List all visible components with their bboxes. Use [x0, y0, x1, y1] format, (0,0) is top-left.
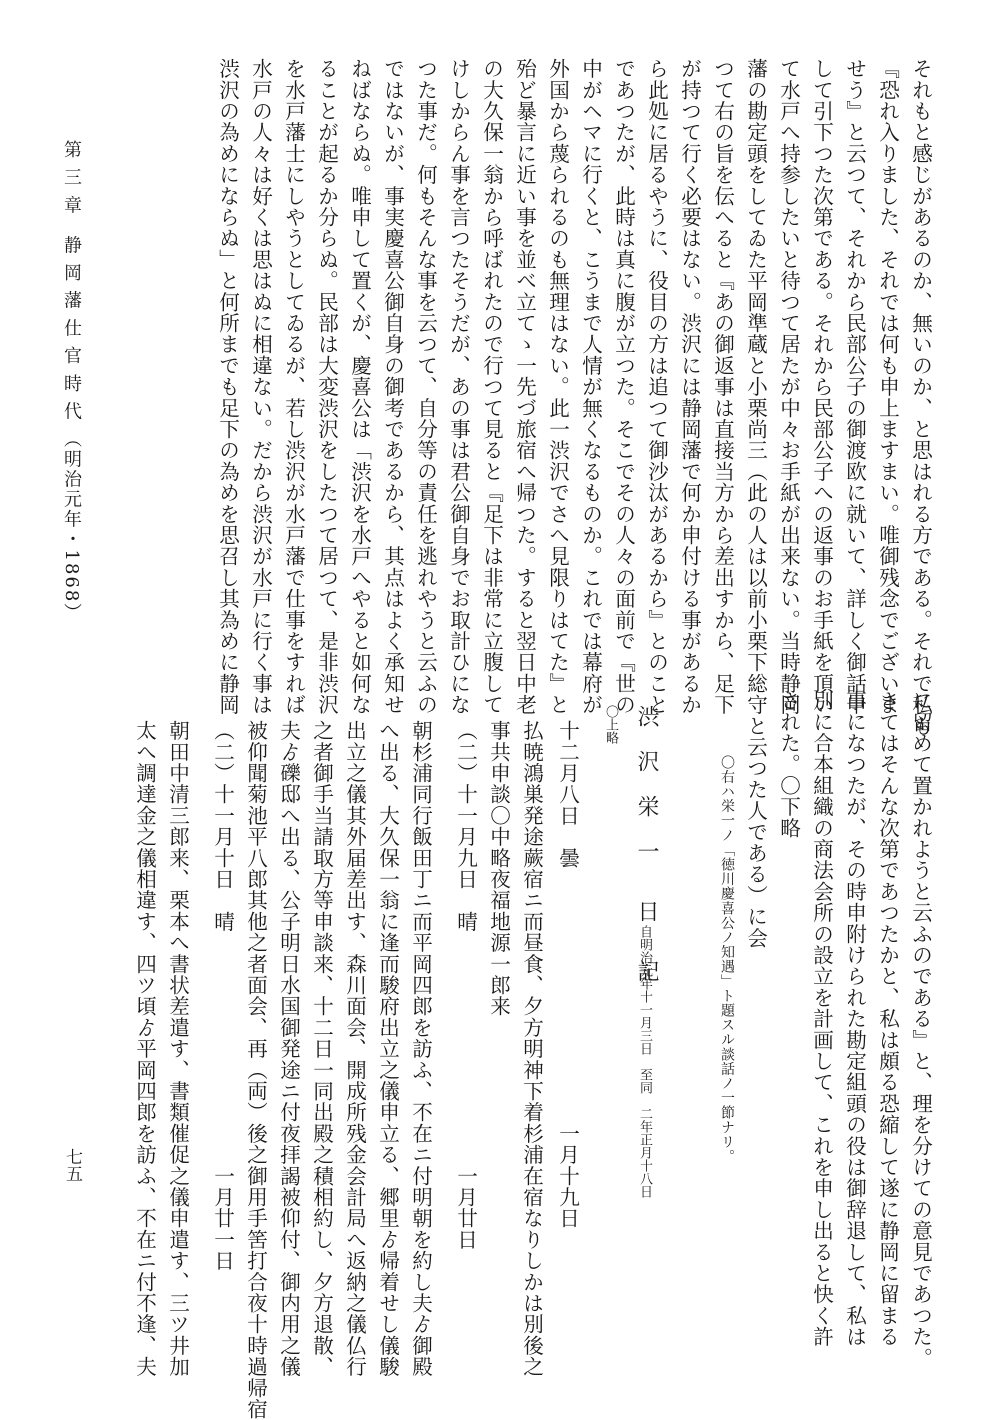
- diary-text-column: 太へ調達金之儀相違す、四ツ頃ゟ平岡四郎を訪ふ、不在ニ付不逢、夫: [132, 720, 157, 1378]
- text-column: 別に合本組織の商法会所の設立を計画して、これを申し出ると快く許: [809, 690, 834, 1348]
- diary-date-line: 十二月八日 曇 一月十九日: [555, 720, 580, 1229]
- diary-text-column: 被仰聞菊池平八郎其他之者面会、再（両）後之御用手筈打合夜十時過帰宿: [243, 720, 268, 1420]
- text-column: された。〇下略: [776, 690, 801, 839]
- text-column: 渋沢の為めにならぬ」と何所までも足下の為めを思召し其為めに静岡: [215, 58, 240, 716]
- text-column: つた事だ。何もそんな事を云つて、自分等の責任を逃れやうと云ふの: [413, 58, 438, 716]
- diary-date-line: （二）十一月九日 晴 一月廿日: [453, 720, 478, 1250]
- text-column: が持つて行く必要はない。渋沢には静岡藩で何か申付ける事があるか: [677, 58, 702, 716]
- text-column: それもと感じがあるのか、無いのか、と思はれる方である。それで私も: [908, 58, 933, 737]
- text-column: 藩の勘定頭をしてゐた平岡準蔵と小栗尚三（此の人は以前小栗下総守と云つた人である）に会: [743, 58, 768, 949]
- text-column: 外国から蔑られるのも無理はない。此一渋沢でさへ見限りはてた』と: [545, 58, 570, 716]
- running-title: 第 三 章 静 岡 藩 仕 官 時 代 （明治元年・1868）: [61, 140, 82, 624]
- text-column: に留めて置かれようと云ふのである』と、理を分けての意見であつた。: [908, 690, 933, 1369]
- text-column: を水戸藩士にしやうとしてゐるが、若し渋沢が水戸藩で仕事をすれば: [281, 58, 306, 716]
- text-column: の大久保一翁から呼ばれたので行つて見ると『足下は非常に立腹して: [479, 58, 504, 716]
- text-column: 中がヘマに行くと、こうまで人情が無くなるものか。これでは幕府が: [578, 58, 603, 716]
- text-column: けしからん事を言つたそうだが、あの事は君公御自身でお取計ひにな: [446, 58, 471, 716]
- text-column: ねばならぬ。唯申して置くが、慶喜公は「渋沢を水戸へやると如何な: [347, 58, 372, 716]
- diary-text-column: 払暁鴻巣発途蕨宿ニ而昼食、夕方明神下着杉浦在宿なりしかは別後之: [519, 720, 544, 1378]
- diary-text-column: 夫ゟ礫邸へ出る、公子明日水国御発途ニ付夜拝謁被仰付、御内用之儀: [276, 720, 301, 1378]
- text-column: て水戸へ持参したいと待つて居たが中々お手紙が出来ない。当時静岡: [776, 58, 801, 716]
- diary-text-column: 事共申談〇中略夜福地源一郎来: [486, 720, 511, 1017]
- diary-title: 渋 沢 栄 一 日 記: [634, 705, 659, 990]
- diary-date-range: 自明治元年十一月三日 至同 二年正月十八日: [637, 925, 652, 1198]
- text-column: 『恐れ入りました、それでは何も申上ますまい。唯御残念でございま: [875, 58, 900, 716]
- text-column: つて右の旨を伝へると『あの御返事は直接当方から差出すから、足下: [710, 58, 735, 716]
- text-column: せう』と云つて、それから民部公子の御渡欧に就いて、詳しく御話申: [842, 58, 867, 716]
- text-column: 殆ど暴言に近い事を並べ立てゝ一先づ旅宿へ帰つた。すると翌日中老: [512, 58, 537, 716]
- text-column: して引下つた次第である。それから民部公子への返事のお手紙を頂い: [809, 58, 834, 716]
- page-number: 七五: [62, 1148, 82, 1182]
- text-column: 水戸の人々は好くは思はぬに相違ない。だから渋沢が水戸に行く事は: [248, 58, 273, 716]
- text-column: 事になつたが、その時申附けられた勘定組頭の役は御辞退して、私は: [842, 690, 867, 1348]
- text-column: であつたが、此時は真に腹が立つた。そこでその人々の面前で『世の: [611, 58, 636, 716]
- diary-text-column: へ出る、大久保一翁に逢而駿府出立之儀申立る、郷里ゟ帰着せし儀駿: [375, 720, 400, 1378]
- text-column: さてはそんな次第であつたかと、私は頗る恐縮して遂に静岡に留まる: [875, 690, 900, 1348]
- diary-text-column: 之者御手当請取方等申談来、十二日一同出殿之積相約し、夕方退散、: [309, 720, 334, 1378]
- diary-date-line: （二）十一月十日 晴 一月廿一日: [210, 720, 235, 1272]
- text-column: ることが起るか分らぬ。民部は大変渋沢をしたつて居つて、是非渋沢: [314, 58, 339, 716]
- diary-text-column: 出立之儀其外届差出す、森川面会、開成所残金会計局へ返納之儀仏行: [342, 720, 367, 1378]
- text-column: ではないが、事実慶喜公御自身の御考であるから、其点はよく承知せ: [380, 58, 405, 716]
- source-note: 〇右ハ栄一ノ「徳川慶喜公ノ知遇」ト題スル談話ノ一節ナリ。: [719, 755, 735, 1164]
- diary-text-column: 朝田中清三郎来、栗本へ書状差遣す、書類催促之儀申遣す、三ツ井加: [165, 720, 190, 1378]
- omission-mark: 〇上略: [603, 705, 618, 744]
- text-column: ら此処に居るやうに、役目の方は追つて御沙汰があるから』とのこと: [644, 58, 669, 716]
- diary-text-column: 朝杉浦同行飯田丁ニ而平岡四郎を訪ふ、不在ニ付明朝を約し夫ゟ御殿: [408, 720, 433, 1378]
